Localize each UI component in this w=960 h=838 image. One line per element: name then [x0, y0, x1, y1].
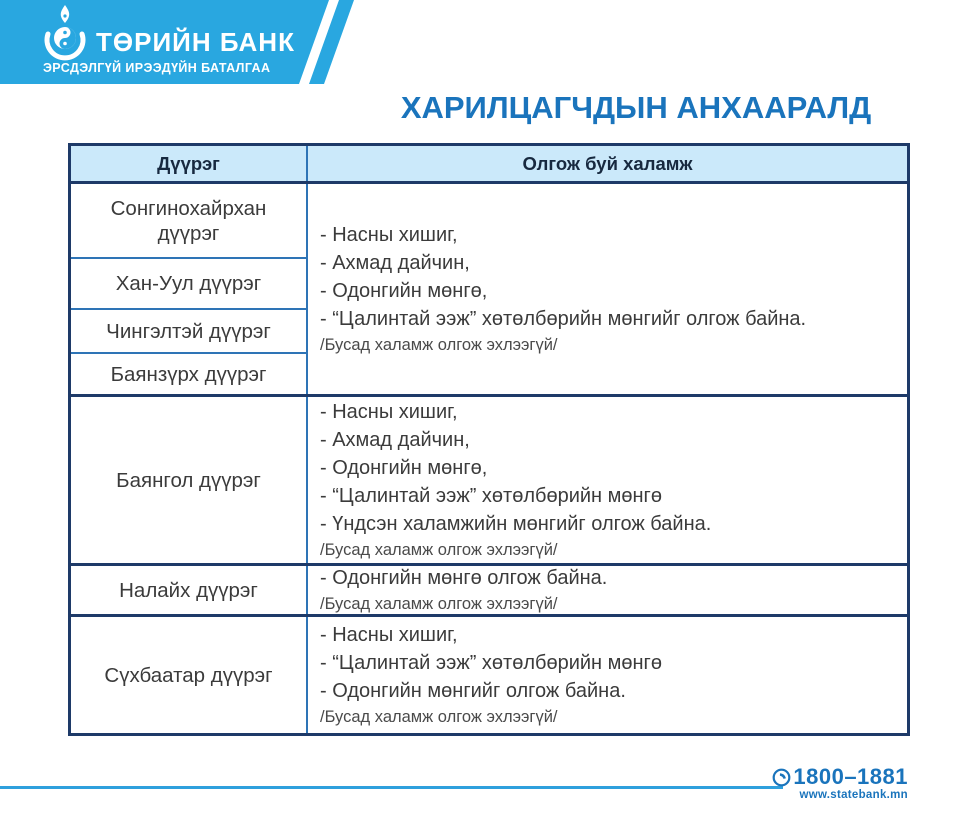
- header-welfare: Олгож буй халамж: [522, 152, 693, 174]
- welfare-item: - Ахмад дайчин,: [320, 429, 470, 451]
- table-row-group-4: [71, 617, 907, 733]
- welfare-note: /Бусад халамж олгож эхлээгүй/: [320, 541, 558, 559]
- district-chingeltei: Чингэлтэй дүүрэг: [71, 308, 306, 352]
- welfare-cell-group-1: [308, 184, 907, 394]
- welfare-note: /Бусад халамж олгож эхлээгүй/: [320, 336, 558, 354]
- district-cell-group-2: [71, 397, 308, 563]
- footer-contact: [772, 765, 908, 802]
- bank-name: ТӨРИЙН БАНК: [96, 27, 295, 57]
- district-cell-group-1: [71, 184, 308, 394]
- header-district: Дүүрэг: [71, 146, 308, 181]
- welfare-cell-group-3: [308, 566, 907, 614]
- page-title: ХАРИЛЦАГЧДЫН АНХААРАЛД: [400, 90, 872, 125]
- district-cell-group-4: [71, 617, 308, 733]
- district-bayanzurkh: Баянзүрх дүүрэг: [71, 352, 306, 394]
- welfare-item: - “Цалинтай ээж” хөтөлбөрийн мөнгө: [320, 485, 662, 507]
- phone-icon: [772, 768, 791, 787]
- table-row-group-3: [71, 566, 907, 617]
- district-sukhbaatar: Сүхбаатар дүүрэг: [104, 663, 273, 687]
- district-songinokhairkhan: Сонгинохайрхан дүүрэг: [110, 196, 267, 245]
- district-cell-group-3: [71, 566, 308, 614]
- welfare-item: - Одонгийн мөнгө олгож байна.: [320, 567, 608, 589]
- welfare-item: - Насны хишиг,: [320, 401, 458, 423]
- welfare-item: - Одонгийн мөнгийг олгож байна.: [320, 680, 626, 702]
- district-bayangol: Баянгол дүүрэг: [116, 468, 261, 492]
- welfare-item: - Ахмад дайчин,: [320, 252, 470, 274]
- welfare-item: - Одонгийн мөнгө,: [320, 457, 488, 479]
- welfare-item: - Одонгийн мөнгө,: [320, 280, 488, 302]
- welfare-item: - “Цалинтай ээж” хөтөлбөрийн мөнгийг олгож байна.: [320, 308, 807, 330]
- welfare-cell-group-4: [308, 617, 907, 733]
- welfare-item: - “Цалинтай ээж” хөтөлбөрийн мөнгө: [320, 652, 662, 674]
- table-row-group-2: [71, 397, 907, 566]
- welfare-item: - Насны хишиг,: [320, 624, 458, 646]
- district-khan-uul: Хан-Уул дүүрэг: [71, 257, 306, 308]
- welfare-cell-group-2: [308, 397, 907, 563]
- footer-website: www.statebank.mn: [799, 789, 908, 801]
- table-header-row: [71, 146, 907, 184]
- welfare-table: [68, 143, 910, 736]
- district-nalaikh: Налайх дүүрэг: [119, 578, 258, 602]
- footer-phone-number: 1800–1881: [793, 764, 908, 789]
- welfare-item: - Насны хишиг,: [320, 224, 458, 246]
- welfare-note: /Бусад халамж олгож эхлээгүй/: [320, 708, 558, 726]
- table-row-group-1: [71, 184, 907, 397]
- footer-phone: [772, 765, 908, 789]
- bank-tagline: ЭРСДЭЛГҮЙ ИРЭЭДҮЙН БАТАЛГАА: [43, 61, 271, 75]
- welfare-note: /Бусад халамж олгож эхлээгүй/: [320, 595, 558, 613]
- footer-divider: [0, 786, 783, 789]
- welfare-item: - Үндсэн халамжийн мөнгийг олгож байна.: [320, 513, 712, 535]
